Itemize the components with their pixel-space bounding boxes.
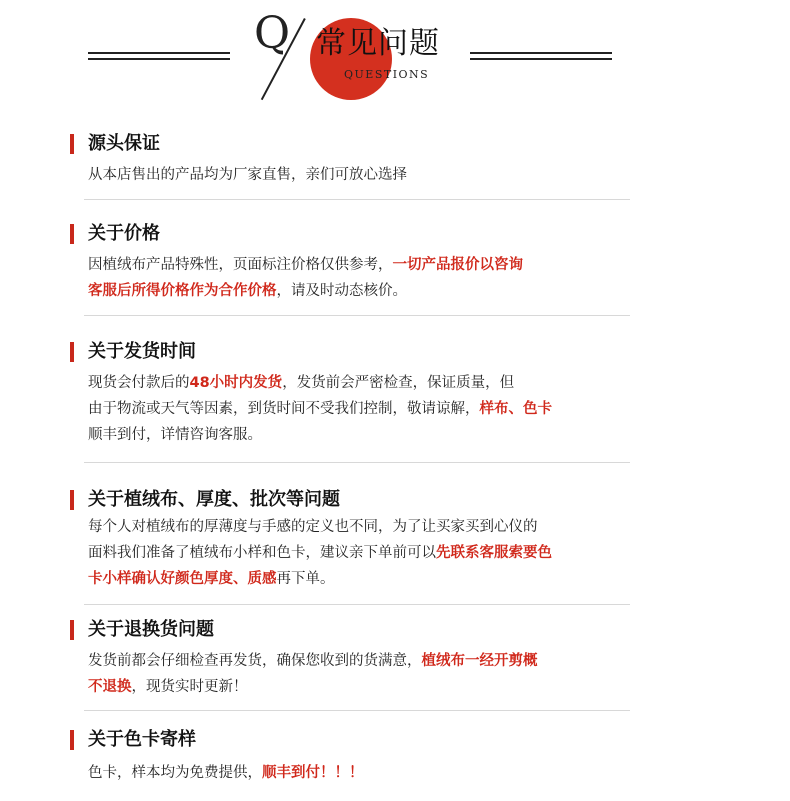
section-marker bbox=[70, 134, 74, 154]
section-marker bbox=[70, 730, 74, 750]
header-left-line-top bbox=[88, 52, 230, 54]
page-title: 常见问题 bbox=[316, 26, 440, 61]
body-line bbox=[88, 252, 650, 278]
body-line bbox=[88, 760, 650, 786]
body-line bbox=[88, 514, 650, 540]
section-title: 源头保证 bbox=[88, 133, 160, 154]
faq-section-shipping bbox=[70, 340, 650, 448]
highlight-text: 48小时内发货 bbox=[189, 375, 283, 391]
highlight-text: 客服后所得价格作为合作价格 bbox=[88, 283, 277, 299]
page-subtitle: QUESTIONS bbox=[344, 68, 430, 81]
section-marker bbox=[70, 490, 74, 510]
section-body bbox=[70, 370, 650, 448]
header-q-letter: Q bbox=[254, 8, 291, 59]
section-body bbox=[70, 162, 650, 188]
section-marker bbox=[70, 620, 74, 640]
section-title: 关于价格 bbox=[88, 223, 160, 244]
section-title: 关于发货时间 bbox=[88, 341, 196, 362]
section-divider bbox=[84, 604, 630, 605]
body-text: 顺丰到付，详情咨询客服。 bbox=[88, 427, 262, 443]
highlight-text: 不退换 bbox=[88, 679, 132, 695]
section-body bbox=[70, 514, 650, 592]
body-line bbox=[88, 422, 650, 448]
highlight-text: 样布、色卡 bbox=[479, 401, 552, 417]
faq-section-price bbox=[70, 222, 650, 304]
body-text: 因植绒布产品特殊性，页面标注价格仅供参考， bbox=[88, 257, 393, 273]
body-line bbox=[88, 566, 650, 592]
body-text: ，发货前会严密检查，保证质量，但 bbox=[282, 375, 515, 391]
faq-section-flocking bbox=[70, 488, 650, 592]
section-body bbox=[70, 252, 650, 304]
body-line bbox=[88, 648, 650, 674]
highlight-text: 植绒布一经开剪概 bbox=[421, 653, 538, 669]
body-text: 色卡，样本均为免费提供， bbox=[88, 765, 262, 781]
faq-section-samples bbox=[70, 728, 650, 786]
highlight-text: 顺丰到付！！！ bbox=[262, 765, 364, 781]
section-divider bbox=[84, 462, 630, 463]
body-text: 发货前都会仔细检查再发货，确保您收到的货满意， bbox=[88, 653, 422, 669]
section-title: 关于退换货问题 bbox=[88, 619, 214, 640]
body-line bbox=[88, 540, 650, 566]
body-text: 每个人对植绒布的厚薄度与手感的定义也不同，为了让买家买到心仪的 bbox=[88, 519, 538, 535]
body-text: 现货会付款后的 bbox=[88, 375, 190, 391]
body-text: ，现货实时更新！ bbox=[131, 679, 248, 695]
body-line bbox=[88, 162, 650, 188]
highlight-text: 先联系客服索要色 bbox=[436, 545, 552, 561]
faq-header bbox=[0, 0, 790, 110]
faq-section-returns bbox=[70, 618, 650, 700]
header-left-line-bottom bbox=[88, 58, 230, 60]
section-marker bbox=[70, 224, 74, 244]
section-marker bbox=[70, 342, 74, 362]
body-text: 再下单。 bbox=[276, 571, 335, 587]
highlight-text: 卡小样确认好颜色厚度、质感 bbox=[88, 571, 277, 587]
section-body bbox=[70, 760, 650, 786]
body-line bbox=[88, 278, 650, 304]
header-right-line-top bbox=[470, 52, 612, 54]
highlight-text: 一切产品报价以咨询 bbox=[392, 257, 523, 273]
header-right-line-bottom bbox=[470, 58, 612, 60]
faq-section-source bbox=[70, 132, 650, 188]
body-text: ，请及时动态核价。 bbox=[276, 283, 407, 299]
body-text: 从本店售出的产品均为厂家直售，亲们可放心选择 bbox=[88, 167, 407, 183]
section-divider bbox=[84, 315, 630, 316]
section-divider bbox=[84, 710, 630, 711]
body-text: 由于物流或天气等因素，到货时间不受我们控制，敬请谅解， bbox=[88, 401, 480, 417]
section-body bbox=[70, 648, 650, 700]
section-title: 关于色卡寄样 bbox=[88, 729, 196, 750]
body-line bbox=[88, 370, 650, 396]
body-line bbox=[88, 674, 650, 700]
section-title: 关于植绒布、厚度、批次等问题 bbox=[88, 489, 340, 510]
body-text: 面料我们准备了植绒布小样和色卡，建议亲下单前可以 bbox=[88, 545, 436, 561]
section-divider bbox=[84, 199, 630, 200]
body-line bbox=[88, 396, 650, 422]
